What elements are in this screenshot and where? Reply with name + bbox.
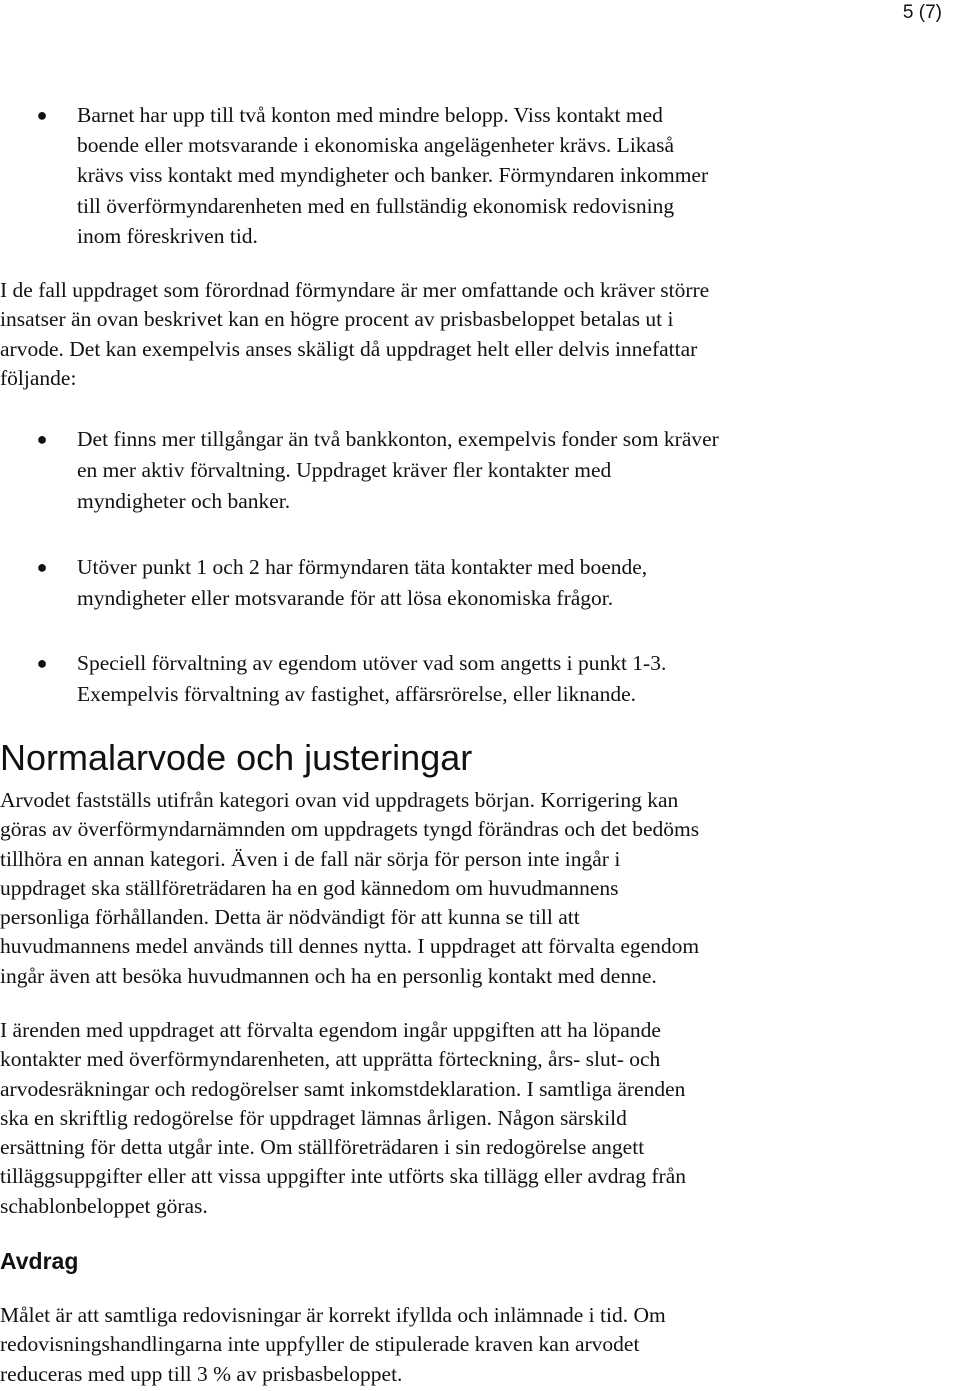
paragraph-line: reduceras med upp till 3 % av prisbasbeloppet. [0, 1361, 403, 1386]
list-item-line: Exempelvis förvaltning av fastighet, affärsrörelse, eller liknande. [77, 682, 636, 706]
paragraph-line: ska en skriftlig redogörelse för uppdraget lämnas årligen. Någon särskild [0, 1105, 627, 1130]
paragraph-line: tillhöra en annan kategori. Även i de fall när sörja för person inte ingår i [0, 846, 621, 871]
paragraph-line: I ärenden med uppdraget att förvalta egendom ingår uppgiften att ha löpande [0, 1018, 661, 1042]
paragraph-line: insatser än ovan beskrivet kan en högre procent av prisbasbeloppet betalas ut i [0, 307, 674, 332]
list-item-line: myndigheter och banker. [77, 489, 291, 513]
paragraph-line: ingår även att besöka huvudmannen och ha en personlig kontakt med denne. [0, 963, 657, 988]
bullet-icon: ● [36, 429, 48, 449]
paragraph-line: Målet är att samtliga redovisningar är korrekt ifyllda och inlämnade i tid. Om [0, 1303, 666, 1327]
paragraph-line: kontakter med överförmyndarenheten, att upprätta förteckning, års- slut- och [0, 1047, 661, 1072]
paragraph-line: ersättning för detta utgår inte. Om ställföreträdaren i sin redogörelse angett [0, 1135, 645, 1160]
list-item-line: till överförmyndarenheten med en fullständig ekonomisk redovisning [77, 193, 675, 218]
list-item-line: en mer aktiv förvaltning. Uppdraget kräver fler kontakter med [77, 458, 612, 482]
bullet-icon: ● [36, 105, 48, 125]
paragraph-line: arvodesräkningar och redogörelser samt inkomstdeklaration. I samtliga ärenden [0, 1076, 686, 1101]
paragraph-line: göras av överförmyndarnämnden om uppdragets tyngd förändras och det bedöms [0, 817, 700, 842]
list-item-line: Barnet har upp till två konton med mindre belopp. Viss kontakt med [77, 103, 663, 127]
intro-paragraph [0, 276, 940, 393]
paragraph-line: personliga förhållanden. Detta är nödvändigt för att kunna se till att [0, 905, 580, 930]
paragraph-line: redovisningshandlingarna inte uppfyller de stipulerade kraven kan arvodet [0, 1332, 640, 1357]
paragraph-line: uppdraget ska ställföreträdaren ha en god kännedom om huvudmannens [0, 875, 619, 900]
paragraph-line: följande: [0, 365, 77, 390]
avdrag-paragraph [0, 1301, 940, 1389]
bullet-icon: ● [36, 557, 48, 577]
list-item-line: Speciell förvaltning av egendom utöver vad som angetts i punkt 1-3. [77, 651, 667, 675]
paragraph-line: arvode. Det kan exempelvis anses skäligt då uppdraget helt eller delvis innefattar [0, 336, 698, 361]
paragraph-line: tilläggsuppgifter eller att vissa uppgifter inte utförts ska tillägg eller avdrag från [0, 1164, 686, 1189]
list-item-line: inom föreskriven tid. [77, 223, 258, 248]
page-number: 5 (7) [902, 2, 942, 23]
section-heading: Avdrag [0, 1248, 79, 1274]
list-item-line: boende eller motsvarande i ekonomiska angelägenheter krävs. Likaså [77, 133, 674, 158]
list-item-line: Utöver punkt 1 och 2 har förmyndaren täta kontakter med boende, [77, 555, 648, 579]
section-heading: Normalarvode och justeringar [0, 737, 473, 778]
bullet-icon: ● [36, 653, 48, 673]
list-item-line: myndigheter eller motsvarande för att lösa ekonomiska frågor. [77, 586, 614, 610]
list-item-line: krävs viss kontakt med myndigheter och banker. Förmyndaren inkommer [77, 163, 709, 188]
paragraph-line: schablonbeloppet göras. [0, 1193, 208, 1218]
paragraph-line: huvudmannens medel används till dennes nytta. I uppdraget att förvalta egendom [0, 934, 700, 959]
paragraph-line: I de fall uppdraget som förordnad förmyndare är mer omfattande och kräver större [0, 278, 710, 302]
normalarvode-paragraph-1 [0, 786, 940, 991]
list-item-line: Det finns mer tillgångar än två bankkonton, exempelvis fonder som kräver [77, 427, 719, 451]
normalarvode-paragraph-2 [0, 1016, 940, 1221]
paragraph-line: Arvodet fastställs utifrån kategori ovan vid uppdragets början. Korrigering kan [0, 788, 679, 812]
